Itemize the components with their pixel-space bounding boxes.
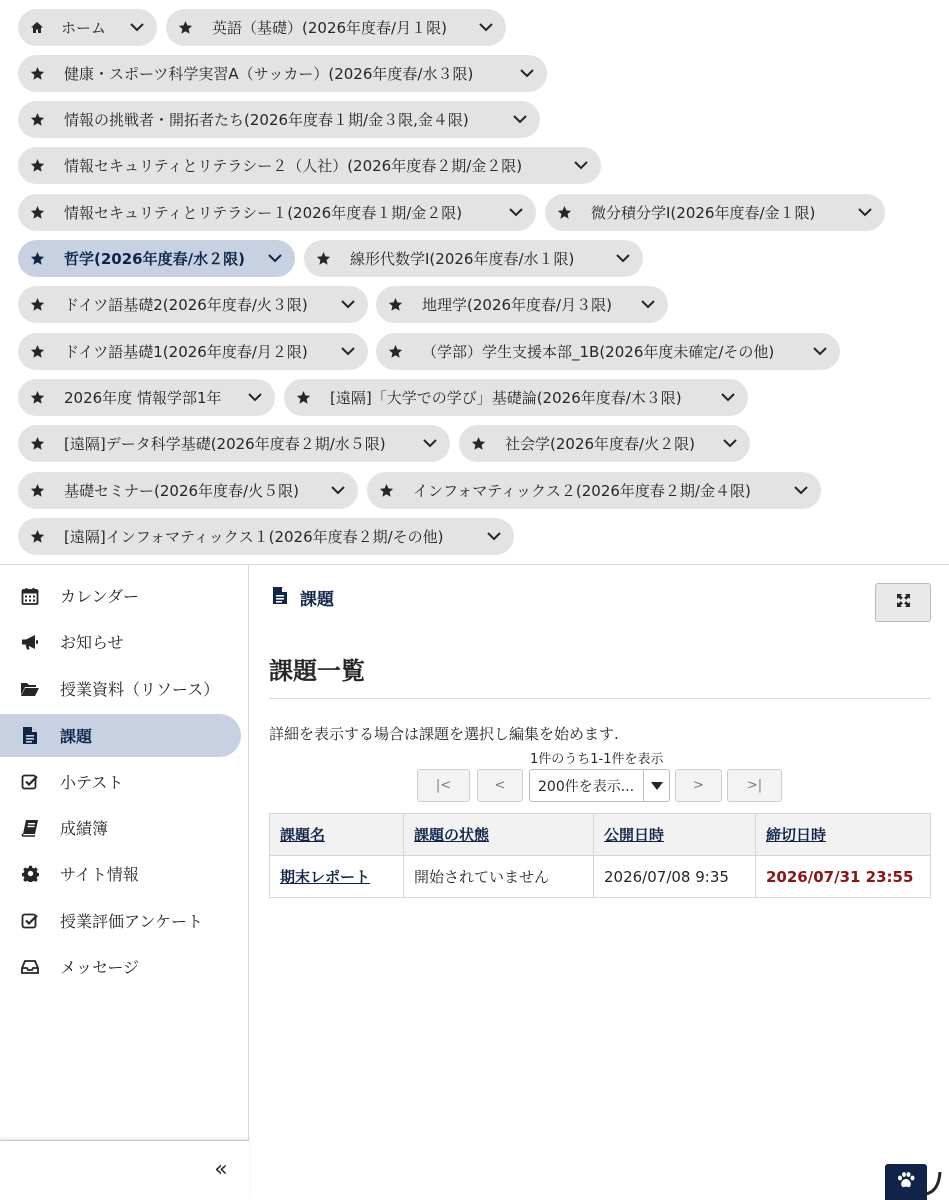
assignments-table	[269, 813, 931, 898]
table-row	[270, 856, 931, 898]
result-count: 1件のうち1-1件を表示	[530, 752, 664, 767]
expand-icon	[896, 593, 911, 612]
nav-item-label: メッセージ	[60, 958, 140, 977]
star-icon	[18, 158, 56, 173]
collapse-nav-button[interactable]: «	[214, 1157, 228, 1182]
file-text-icon	[0, 726, 60, 745]
chevron-down-icon[interactable]	[628, 300, 668, 309]
nav-item-label: 小テスト	[60, 773, 124, 792]
star-icon	[284, 390, 322, 405]
checkbox-icon	[0, 912, 60, 930]
star-icon	[18, 205, 56, 220]
site-tab-course[interactable]	[376, 333, 840, 370]
site-tab-course[interactable]	[367, 472, 821, 509]
nav-item-label: 授業資料（リソース）	[60, 680, 220, 699]
inbox-icon	[0, 959, 60, 975]
chevron-down-icon[interactable]	[474, 532, 514, 541]
caret-down-icon	[643, 770, 669, 801]
checkbox-icon	[0, 773, 60, 791]
page-title: 課題一覧	[269, 657, 365, 685]
paw-icon	[896, 1171, 916, 1193]
assignment-title-cell	[270, 856, 404, 898]
file-text-icon	[272, 586, 288, 609]
site-tab-label: 2026年度 情報学部1年	[64, 389, 222, 407]
chevron-down-icon[interactable]	[235, 393, 275, 402]
assignment-open-date-cell: 2026/07/08 9:35	[594, 856, 756, 898]
site-tab-course[interactable]	[18, 518, 514, 555]
site-tab-label: [遠隔]「大学での学び」基礎論(2026年度春/木３限)	[330, 389, 682, 407]
title-divider	[269, 698, 931, 699]
megaphone-icon	[0, 633, 60, 651]
main-content	[250, 565, 949, 1200]
star-icon	[18, 66, 56, 81]
star-icon	[18, 344, 56, 359]
chevron-down-icon[interactable]	[318, 486, 358, 495]
first-page-button[interactable]: |<	[417, 769, 470, 802]
star-icon	[304, 251, 342, 266]
nav-item-site-info[interactable]	[0, 852, 241, 895]
nav-item-label: サイト情報	[60, 865, 139, 884]
star-icon	[18, 436, 56, 451]
site-tab-course[interactable]	[304, 240, 643, 277]
site-tab-label: ドイツ語基礎2(2026年度春/火３限)	[64, 296, 308, 314]
chevron-down-icon[interactable]	[781, 486, 821, 495]
instructions-text: 詳細を表示する場合は課題を選択し編集を始めます.	[269, 725, 619, 743]
nav-item-quizzes[interactable]	[0, 760, 241, 803]
column-header-open-date[interactable]	[594, 814, 756, 856]
site-tab-label: 線形代数学Ⅰ(2026年度春/水１限)	[350, 250, 575, 268]
site-tab-course[interactable]	[18, 194, 536, 231]
nav-item-gradebook[interactable]	[0, 806, 241, 849]
page-size-select[interactable]	[529, 769, 670, 802]
prev-page-button[interactable]: <	[477, 769, 523, 802]
home-icon	[18, 21, 56, 34]
nav-item-resources[interactable]	[0, 667, 241, 710]
page-size-value: 200件を表示...	[538, 778, 635, 795]
assignment-status-cell: 開始されていません	[404, 856, 594, 898]
next-page-button[interactable]: >	[675, 769, 722, 802]
tool-title: 課題	[300, 590, 334, 610]
chevron-down-icon[interactable]	[845, 208, 885, 217]
assignment-due-date-cell: 2026/07/31 23:55	[756, 856, 931, 898]
table-header-row	[270, 814, 931, 856]
site-tab-current-course[interactable]	[18, 240, 295, 277]
chevron-down-icon[interactable]	[117, 23, 157, 32]
site-tab-course[interactable]	[376, 286, 668, 323]
tool-nav	[0, 565, 249, 1200]
star-icon	[18, 251, 56, 266]
site-tab-label: [遠隔]インフォマティックス１(2026年度春２期/その他)	[64, 528, 444, 546]
star-icon	[18, 390, 56, 405]
site-tab-course[interactable]	[18, 379, 275, 416]
gear-icon	[0, 865, 60, 882]
column-header-title[interactable]	[270, 814, 404, 856]
sort-by-title-link[interactable]: 課題名	[280, 826, 326, 844]
folder-open-icon	[0, 681, 60, 697]
site-tab-label: （学部）学生支援本部_1B(2026年度未確定/その他)	[422, 343, 775, 361]
site-tab-label: インフォマティックス２(2026年度春２期/金４限)	[413, 482, 751, 500]
column-header-status[interactable]	[404, 814, 594, 856]
site-tab-label: 地理学(2026年度春/月３限)	[422, 296, 612, 314]
site-tab-course[interactable]	[18, 333, 368, 370]
chevron-down-icon[interactable]	[561, 161, 601, 170]
site-tab-course[interactable]	[18, 286, 368, 323]
site-tab-label: ドイツ語基礎1(2026年度春/月２限)	[64, 343, 308, 361]
star-icon	[18, 483, 56, 498]
site-tab-label: 情報セキュリティとリテラシー１(2026年度春１期/金２限)	[64, 204, 463, 222]
site-tab-course[interactable]	[284, 379, 748, 416]
site-tab-label: 微分積分学Ⅰ(2026年度春/金１限)	[591, 204, 816, 222]
tool-title-bar	[272, 585, 334, 610]
sort-by-open-date-link[interactable]: 公開日時	[604, 826, 665, 844]
sort-by-due-date-link[interactable]: 締切日時	[766, 826, 827, 844]
nav-item-messages[interactable]	[0, 945, 241, 988]
site-tab-label: 情報の挑戦者・開拓者たち(2026年度春１期/金３限,金４限)	[64, 111, 469, 129]
maximize-button[interactable]	[875, 583, 931, 622]
site-tab-course[interactable]	[18, 425, 450, 462]
site-tab-label: [遠隔]データ科学基礎(2026年度春２期/水５限)	[64, 435, 386, 453]
nav-item-label: お知らせ	[60, 633, 124, 652]
site-tab-label: 英語（基礎）(2026年度春/月１限)	[212, 19, 447, 37]
nav-item-announcements[interactable]	[0, 620, 241, 663]
chevron-down-icon[interactable]	[507, 69, 547, 78]
site-tab-course[interactable]	[18, 101, 540, 138]
site-tab-course[interactable]	[166, 9, 506, 46]
chevron-down-icon[interactable]	[496, 208, 536, 217]
chevron-down-icon[interactable]	[710, 439, 750, 448]
star-icon	[545, 205, 583, 220]
nav-item-label: カレンダー	[60, 587, 139, 606]
star-icon	[18, 297, 56, 312]
nav-item-course-evaluation[interactable]	[0, 899, 241, 942]
site-tab-label: ホーム	[61, 19, 107, 37]
assignment-link[interactable]: 期末レポート	[280, 868, 371, 886]
site-tab-label: 哲学(2026年度春/水２限)	[64, 250, 245, 268]
chevron-down-icon[interactable]	[328, 347, 368, 356]
star-icon	[166, 20, 204, 35]
star-icon	[376, 297, 414, 312]
chevron-down-icon[interactable]	[708, 393, 748, 402]
site-tab-label: 基礎セミナー(2026年度春/火５限)	[64, 482, 299, 500]
chevron-down-icon[interactable]	[800, 347, 840, 356]
nav-item-assignments[interactable]	[0, 714, 241, 757]
chevron-down-icon[interactable]	[500, 115, 540, 124]
nav-item-label: 課題	[60, 727, 93, 746]
star-icon	[459, 436, 497, 451]
chevron-down-icon[interactable]	[603, 254, 643, 263]
chevron-down-icon[interactable]	[328, 300, 368, 309]
sort-by-status-link[interactable]: 課題の状態	[414, 826, 490, 844]
site-tab-course[interactable]	[18, 472, 358, 509]
star-icon	[18, 112, 56, 127]
calendar-icon	[0, 587, 60, 605]
chevron-down-icon[interactable]	[466, 23, 506, 32]
site-tab-course[interactable]	[545, 194, 885, 231]
site-tab-label: 社会学(2026年度春/火２限)	[505, 435, 695, 453]
star-icon	[18, 529, 56, 544]
help-decoration-icon	[924, 1166, 946, 1196]
site-tab-label: 健康・スポーツ科学実習A（サッカー）(2026年度春/水３限)	[64, 65, 474, 83]
nav-collapse-bar	[0, 1140, 249, 1200]
chevron-down-icon[interactable]	[410, 439, 450, 448]
site-tab-course[interactable]	[18, 147, 601, 184]
book-icon	[0, 819, 60, 837]
star-icon	[376, 344, 414, 359]
nav-item-label: 授業評価アンケート	[60, 912, 204, 931]
last-page-button[interactable]: >|	[727, 769, 782, 802]
star-icon	[367, 483, 405, 498]
help-button[interactable]	[885, 1164, 927, 1200]
site-tab-home[interactable]	[18, 9, 157, 46]
site-tab-label: 情報セキュリティとリテラシー２（人社）(2026年度春２期/金２限)	[64, 157, 523, 175]
chevron-down-icon[interactable]	[255, 254, 295, 263]
site-tab-course[interactable]	[18, 55, 547, 92]
nav-item-calendar[interactable]	[0, 574, 241, 617]
nav-item-label: 成績簿	[60, 819, 109, 838]
site-tab-course[interactable]	[459, 425, 750, 462]
column-header-due-date[interactable]	[756, 814, 931, 856]
